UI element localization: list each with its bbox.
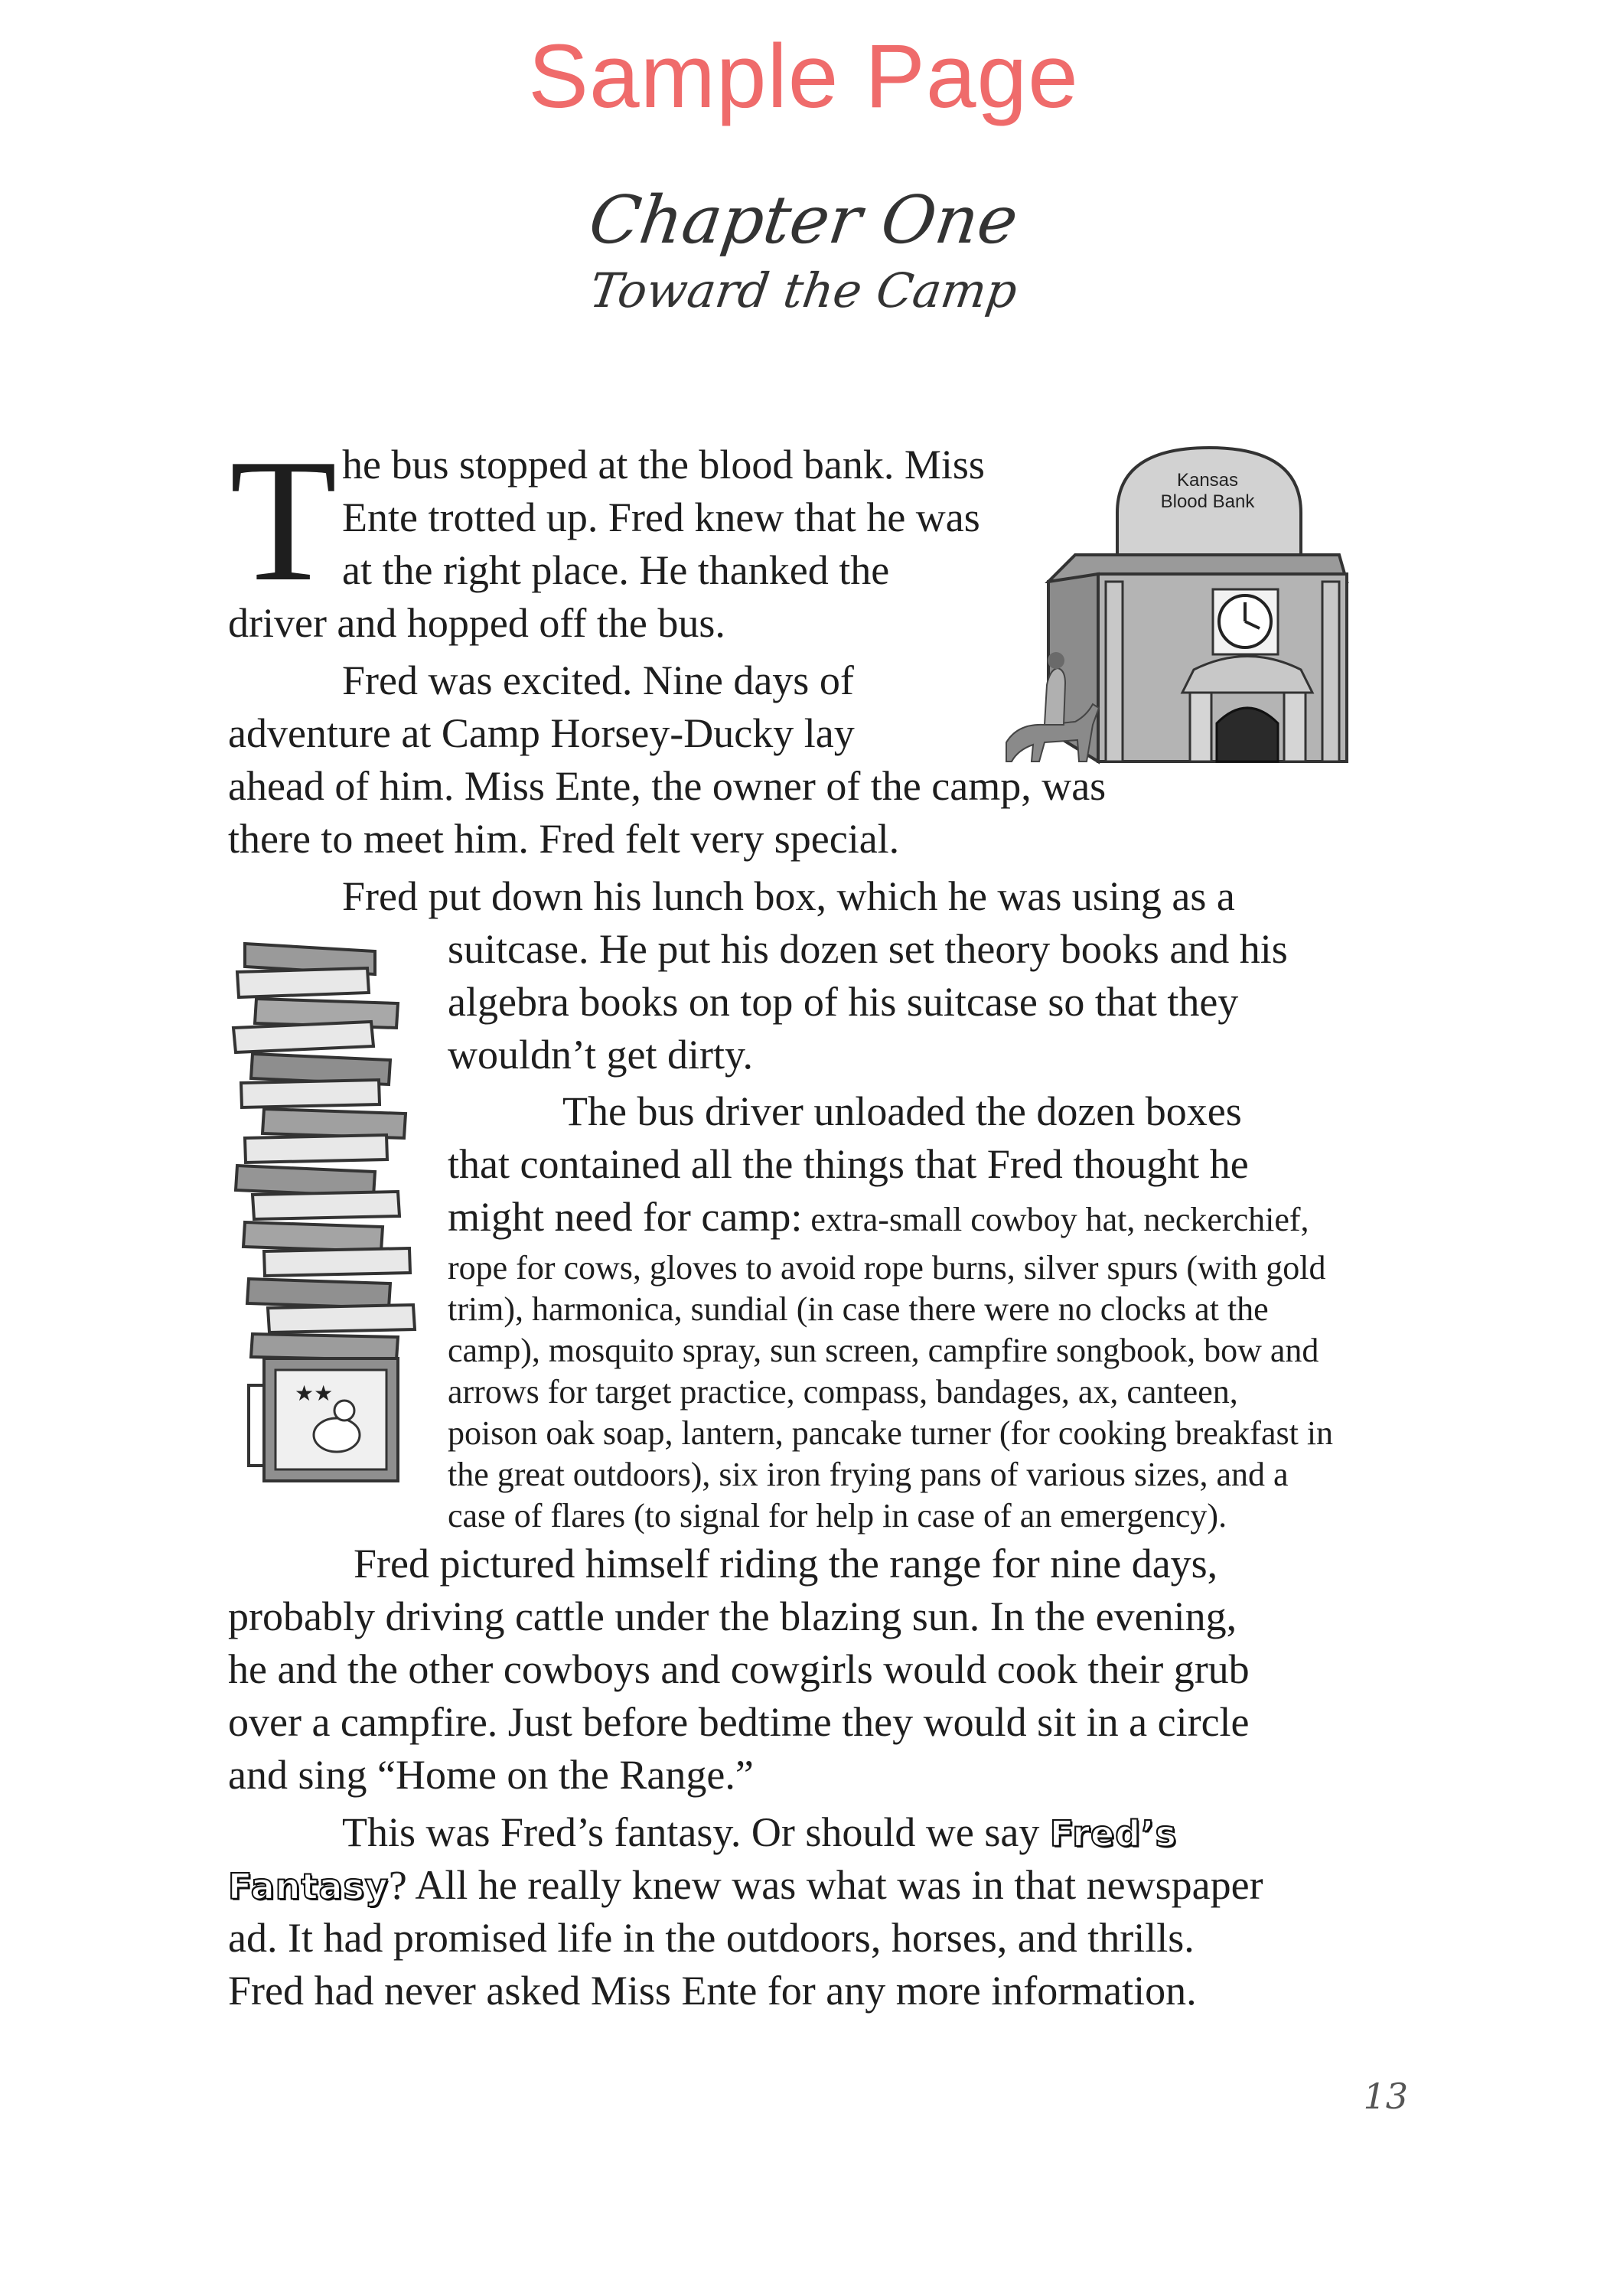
p4-line5: trim), harmonica, sundial (in case there were no clocks at the (448, 1290, 1269, 1328)
p2-line3: ahead of him. Miss Ente, the owner of the camp, was (228, 763, 1107, 809)
fantasy-fancy-text: Fantasy (228, 1866, 389, 1907)
p4-line3-start: might need for camp: (448, 1194, 803, 1240)
p2-line1: Fred was excited. Nine days of (342, 657, 854, 703)
p4-line9: the great outdoors), six iron frying pans of various sizes, and a (448, 1456, 1289, 1493)
p3-line3: algebra books on top of his suitcase so that they (448, 979, 1239, 1025)
p6-line3: ad. It had promised life in the outdoors, horses, and thrills. (228, 1915, 1195, 1961)
p1-line2: Ente trotted up. Fred knew that he was (342, 494, 980, 540)
p2-line2: adventure at Camp Horsey-Ducky lay (228, 710, 855, 756)
p4-line4: rope for cows, gloves to avoid rope burns, silver spurs (with gold (448, 1249, 1326, 1287)
p4-line8: poison oak soap, lantern, pancake turner (for cooking breakfast in (448, 1414, 1334, 1452)
p5-line3: he and the other cowboys and cowgirls would cook their grub (228, 1646, 1250, 1692)
blood-bank-illustration (1002, 440, 1362, 769)
book-stack (233, 944, 415, 1360)
blood-bank-sign-line1: Kansas (1176, 470, 1239, 491)
p5-line5: and sing “Home on the Range.” (228, 1752, 754, 1798)
p6-line4: Fred had never asked Miss Ente for any more information. (228, 1968, 1197, 2014)
p3-line2: suitcase. He put his dozen set theory books and his (448, 926, 1288, 972)
chapter-title: Chapter One (584, 182, 1023, 259)
p4-line7: arrows for target practice, compass, bandages, ax, canteen, (448, 1373, 1238, 1411)
p6-line2-text: ? All he really knew was what was in that newspaper (388, 1862, 1263, 1908)
p4-line10: case of flares (to signal for help in case of an emergency). (448, 1497, 1227, 1534)
p4-line3-end: extra-small cowboy hat, neckerchief, (802, 1201, 1309, 1238)
p5-line4: over a campfire. Just before bedtime they would sit in a circle (228, 1699, 1250, 1745)
p1-line3: at the right place. He thanked the (342, 547, 890, 593)
p3-line1: Fred put down his lunch box, which he was using as a (342, 873, 1235, 919)
drop-cap: T (230, 422, 337, 618)
p4-line3 (448, 1191, 1309, 1244)
p4-line1: The bus driver unloaded the dozen boxes (562, 1088, 1242, 1134)
p1-line4: driver and hopped off the bus. (228, 600, 725, 646)
star-icon: ★★ (295, 1381, 334, 1406)
chapter-subtitle: Toward the Camp (586, 263, 1021, 318)
p4-line6: camp), mosquito spray, sun screen, campfire songbook, bow and (448, 1332, 1319, 1369)
p5-line1: Fred pictured himself riding the range for nine days, (354, 1541, 1218, 1587)
p3-line4: wouldn’t get dirty. (448, 1032, 753, 1078)
p2-line4: there to meet him. Fred felt very special. (228, 816, 900, 862)
books-stack-illustration (222, 938, 436, 1489)
p6-line1 (342, 1806, 1177, 1861)
blood-bank-sign-line2: Blood Bank (1160, 491, 1255, 512)
page-number: 13 (1363, 2076, 1408, 2117)
p5-line2: probably driving cattle under the blazing sun. In the evening, (228, 1593, 1237, 1639)
p6-line2 (228, 1859, 1263, 1913)
sample-page-watermark: Sample Page (528, 26, 1079, 127)
p6-line1-text: This was Fred’s fantasy. Or should we say (342, 1809, 1050, 1855)
freds-fancy-text: Fred’s (1049, 1813, 1178, 1854)
p1-line1: he bus stopped at the blood bank. Miss (342, 442, 985, 488)
p4-line2: that contained all the things that Fred thought he (448, 1141, 1249, 1187)
lunch-box-suitcase (249, 1358, 398, 1481)
